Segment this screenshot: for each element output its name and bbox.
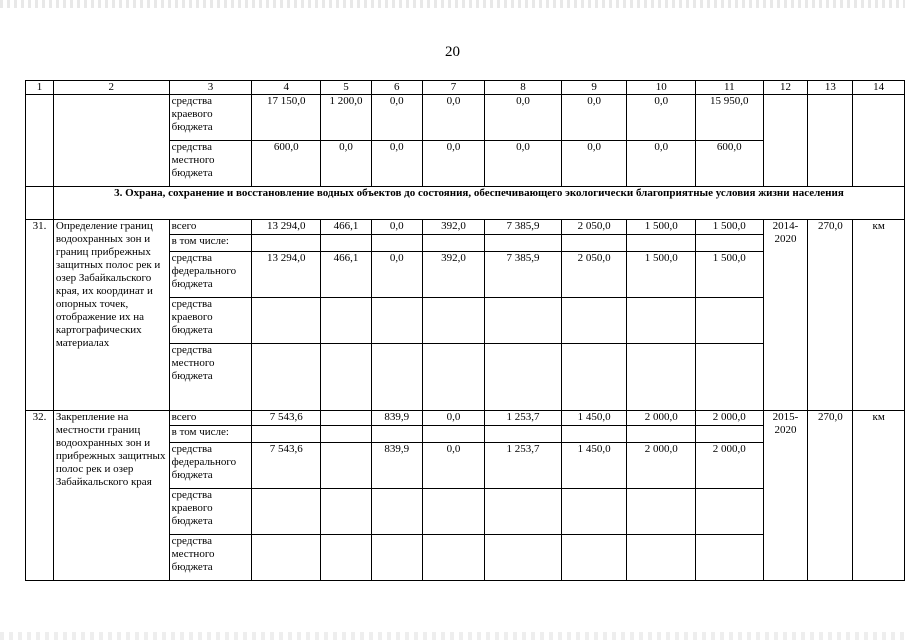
column-header: 1 (26, 81, 54, 95)
value-cell: 1 450,0 (561, 443, 627, 489)
cell-name (53, 95, 169, 187)
value-cell (371, 426, 422, 443)
value-cell: 466,1 (321, 220, 372, 235)
value-cell: 0,0 (561, 95, 627, 141)
column-header: 10 (627, 81, 696, 95)
value-cell: 0,0 (422, 411, 485, 426)
value-cell: 1 500,0 (627, 252, 696, 298)
header-row (26, 81, 905, 95)
item-unit: км (853, 411, 905, 581)
value-cell: 7 543,6 (252, 411, 321, 426)
value-cell (422, 298, 485, 344)
column-header: 3 (169, 81, 252, 95)
item-unit: км (853, 220, 905, 411)
value-cell: 2 000,0 (695, 443, 763, 489)
value-cell (252, 535, 321, 581)
column-header: 11 (695, 81, 763, 95)
value-cell: 600,0 (252, 141, 321, 187)
value-cell: 600,0 (695, 141, 763, 187)
value-cell (321, 344, 372, 411)
value-cell: 392,0 (422, 220, 485, 235)
value-cell (627, 535, 696, 581)
value-cell (321, 235, 372, 252)
cell-num (26, 95, 54, 187)
value-cell: 0,0 (371, 252, 422, 298)
column-header: 7 (422, 81, 485, 95)
value-cell (321, 489, 372, 535)
value-cell: 0,0 (627, 141, 696, 187)
value-cell: 0,0 (321, 141, 372, 187)
value-cell: 1 200,0 (321, 95, 372, 141)
value-cell (627, 344, 696, 411)
value-cell (695, 298, 763, 344)
item-name: Определение границ водоохранных зон и границ прибрежных защитных полос рек и озер Забайкальского края, их координат и опорных точек, отображение их на картографических материалах (53, 220, 169, 411)
value-cell (371, 489, 422, 535)
value-cell: 0,0 (371, 220, 422, 235)
value-cell (561, 489, 627, 535)
value-cell (627, 235, 696, 252)
value-cell (485, 235, 562, 252)
value-cell: 13 294,0 (252, 220, 321, 235)
column-header: 2 (53, 81, 169, 95)
value-cell (561, 535, 627, 581)
row-label: всего (169, 411, 252, 426)
table-row (26, 411, 905, 426)
item-name: Закрепление на местности границ водоохранных зон и прибрежных защитных полос рек и озер Забайкальского края (53, 411, 169, 581)
cell-unit (853, 95, 905, 187)
value-cell (627, 489, 696, 535)
value-cell (561, 298, 627, 344)
table-row (26, 95, 905, 141)
table-row (26, 220, 905, 235)
page-number: 20 (445, 44, 460, 60)
value-cell: 0,0 (485, 141, 562, 187)
value-cell: 2 050,0 (561, 252, 627, 298)
value-cell (371, 298, 422, 344)
value-cell: 0,0 (422, 95, 485, 141)
value-cell: 392,0 (422, 252, 485, 298)
column-header: 14 (853, 81, 905, 95)
value-cell (561, 235, 627, 252)
value-cell (422, 535, 485, 581)
row-label: средства краевого бюджета (169, 489, 252, 535)
row-label: средства краевого бюджета (169, 95, 252, 141)
value-cell (627, 298, 696, 344)
value-cell: 0,0 (371, 95, 422, 141)
row-label: всего (169, 220, 252, 235)
value-cell (485, 535, 562, 581)
value-cell: 0,0 (422, 141, 485, 187)
scan-noise-top (0, 0, 905, 8)
value-cell: 7 385,9 (485, 252, 562, 298)
value-cell: 0,0 (485, 95, 562, 141)
cell-empty (26, 187, 54, 220)
value-cell (321, 411, 372, 426)
column-header: 8 (485, 81, 562, 95)
value-cell (422, 235, 485, 252)
value-cell: 1 253,7 (485, 411, 562, 426)
row-label: средства федерального бюджета (169, 252, 252, 298)
value-cell (252, 235, 321, 252)
row-label: средства федерального бюджета (169, 443, 252, 489)
value-cell: 17 150,0 (252, 95, 321, 141)
cell-period (763, 95, 808, 187)
row-label: средства местного бюджета (169, 141, 252, 187)
value-cell (695, 235, 763, 252)
value-cell: 13 294,0 (252, 252, 321, 298)
value-cell: 839,9 (371, 411, 422, 426)
item-number: 32. (26, 411, 54, 581)
cell-13 (808, 95, 853, 187)
value-cell (252, 298, 321, 344)
value-cell (695, 344, 763, 411)
column-header: 6 (371, 81, 422, 95)
value-cell (422, 344, 485, 411)
value-cell (695, 535, 763, 581)
program-table (25, 80, 905, 581)
value-cell: 839,9 (371, 443, 422, 489)
value-cell: 7 543,6 (252, 443, 321, 489)
row-label: средства местного бюджета (169, 535, 252, 581)
value-cell (321, 443, 372, 489)
value-cell (371, 344, 422, 411)
scan-noise-bottom (0, 632, 905, 640)
column-header: 12 (763, 81, 808, 95)
value-cell (485, 426, 562, 443)
item-col13: 270,0 (808, 220, 853, 411)
value-cell (695, 489, 763, 535)
item-number: 31. (26, 220, 54, 411)
value-cell (321, 298, 372, 344)
value-cell: 2 000,0 (695, 411, 763, 426)
value-cell: 1 253,7 (485, 443, 562, 489)
value-cell (485, 489, 562, 535)
value-cell (561, 426, 627, 443)
value-cell (252, 426, 321, 443)
value-cell: 2 000,0 (627, 411, 696, 426)
value-cell: 1 450,0 (561, 411, 627, 426)
section-row (26, 187, 905, 220)
value-cell: 0,0 (627, 95, 696, 141)
column-header: 13 (808, 81, 853, 95)
item-period: 2015-2020 (763, 411, 808, 581)
value-cell: 15 950,0 (695, 95, 763, 141)
row-label: средства местного бюджета (169, 344, 252, 411)
value-cell: 1 500,0 (627, 220, 696, 235)
value-cell (371, 535, 422, 581)
value-cell: 1 500,0 (695, 220, 763, 235)
value-cell (485, 344, 562, 411)
item-col13: 270,0 (808, 411, 853, 581)
item-period: 2014-2020 (763, 220, 808, 411)
value-cell (321, 535, 372, 581)
value-cell: 1 500,0 (695, 252, 763, 298)
row-label: средства краевого бюджета (169, 298, 252, 344)
value-cell (371, 235, 422, 252)
value-cell: 2 050,0 (561, 220, 627, 235)
column-header: 9 (561, 81, 627, 95)
column-header: 4 (252, 81, 321, 95)
value-cell: 466,1 (321, 252, 372, 298)
value-cell (252, 344, 321, 411)
value-cell (422, 489, 485, 535)
value-cell (627, 426, 696, 443)
row-label: в том числе: (169, 235, 252, 252)
value-cell: 0,0 (371, 141, 422, 187)
value-cell: 7 385,9 (485, 220, 562, 235)
column-header: 5 (321, 81, 372, 95)
value-cell (695, 426, 763, 443)
value-cell: 2 000,0 (627, 443, 696, 489)
value-cell: 0,0 (561, 141, 627, 187)
value-cell: 0,0 (422, 443, 485, 489)
value-cell (252, 489, 321, 535)
value-cell (485, 298, 562, 344)
value-cell (422, 426, 485, 443)
section-title: 3. Охрана, сохранение и восстановление водных объектов до состояния, обеспечивающего экологически благоприятные условия жизни населения (53, 187, 904, 220)
value-cell (321, 426, 372, 443)
row-label: в том числе: (169, 426, 252, 443)
value-cell (561, 344, 627, 411)
